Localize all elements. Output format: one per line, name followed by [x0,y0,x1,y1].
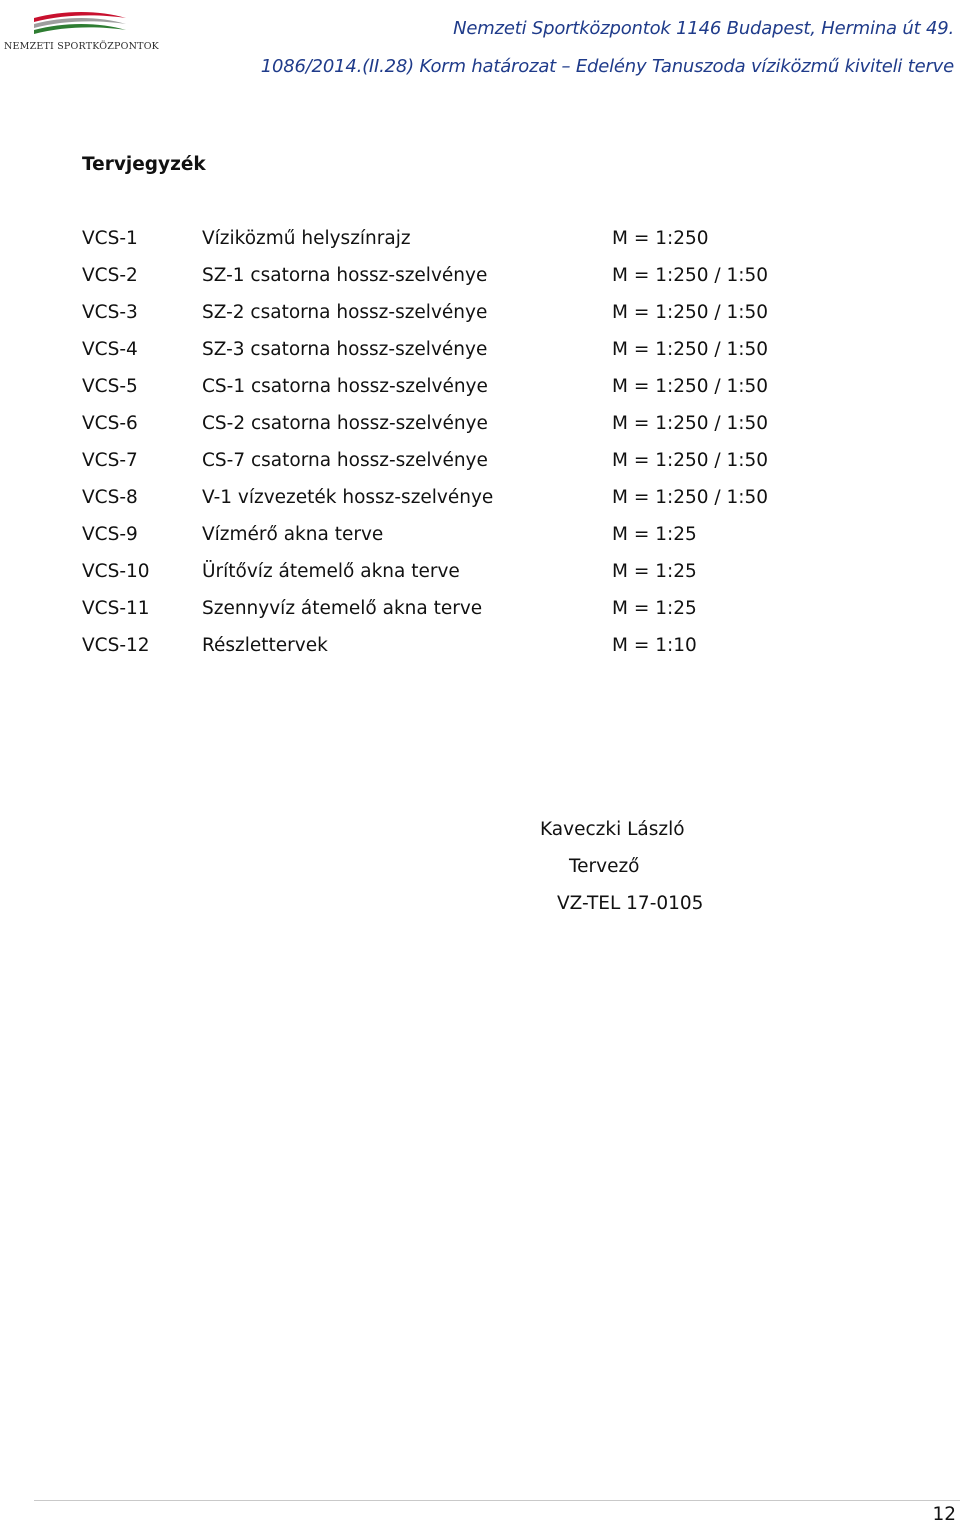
drawing-code: VCS-12 [82,635,150,656]
footer-divider [34,1500,960,1501]
drawing-description: Vízmérő akna terve [202,524,384,545]
designer-role: Tervező [569,856,640,877]
drawing-code: VCS-4 [82,339,138,360]
drawing-code: VCS-1 [82,228,138,249]
drawing-scale: M = 1:10 [612,635,697,656]
header-project: 1086/2014.(II.28) Korm határozat – Edelény Tanuszoda víziközmű kiviteli terve [260,56,954,77]
drawing-scale: M = 1:250 / 1:50 [612,413,769,434]
drawing-description: V-1 vízvezeték hossz-szelvénye [202,487,494,508]
drawing-code: VCS-3 [82,302,138,323]
logo [4,8,159,54]
drawing-description: CS-7 csatorna hossz-szelvénye [202,450,488,471]
drawing-code: VCS-8 [82,487,138,508]
drawing-description: SZ-1 csatorna hossz-szelvénye [202,265,488,286]
drawing-scale: M = 1:250 / 1:50 [612,376,769,397]
drawing-description: Ürítővíz átemelő akna terve [202,561,460,582]
drawing-code: VCS-5 [82,376,138,397]
drawing-scale: M = 1:250 [612,228,709,249]
drawing-scale: M = 1:25 [612,561,697,582]
logo-text: NEMZETI SPORTKÖZPONTOK [4,41,159,52]
drawing-code: VCS-2 [82,265,138,286]
drawing-scale: M = 1:25 [612,598,697,619]
drawing-description: CS-2 csatorna hossz-szelvénye [202,413,488,434]
drawing-code: VCS-6 [82,413,138,434]
drawing-code: VCS-7 [82,450,138,471]
designer-registration: VZ-TEL 17-0105 [557,893,704,914]
drawing-code: VCS-9 [82,524,138,545]
drawing-scale: M = 1:250 / 1:50 [612,487,769,508]
header-address: Nemzeti Sportközpontok 1146 Budapest, Hermina út 49. [453,18,954,39]
drawing-scale: M = 1:250 / 1:50 [612,302,769,323]
drawing-description: Részlettervek [202,635,328,656]
drawing-description: SZ-3 csatorna hossz-szelvénye [202,339,488,360]
drawing-description: CS-1 csatorna hossz-szelvénye [202,376,488,397]
drawing-scale: M = 1:250 / 1:50 [612,339,769,360]
drawing-scale: M = 1:250 / 1:50 [612,265,769,286]
logo-flag-icon [4,8,156,42]
drawing-description: Szennyvíz átemelő akna terve [202,598,483,619]
drawing-scale: M = 1:250 / 1:50 [612,450,769,471]
drawing-code: VCS-10 [82,561,150,582]
drawing-description: Víziközmű helyszínrajz [202,228,411,249]
drawing-code: VCS-11 [82,598,150,619]
drawing-description: SZ-2 csatorna hossz-szelvénye [202,302,488,323]
page-number: 12 [932,1504,956,1525]
designer-name: Kaveczki László [540,819,685,840]
drawing-scale: M = 1:25 [612,524,697,545]
document-title: Tervjegyzék [82,154,206,175]
